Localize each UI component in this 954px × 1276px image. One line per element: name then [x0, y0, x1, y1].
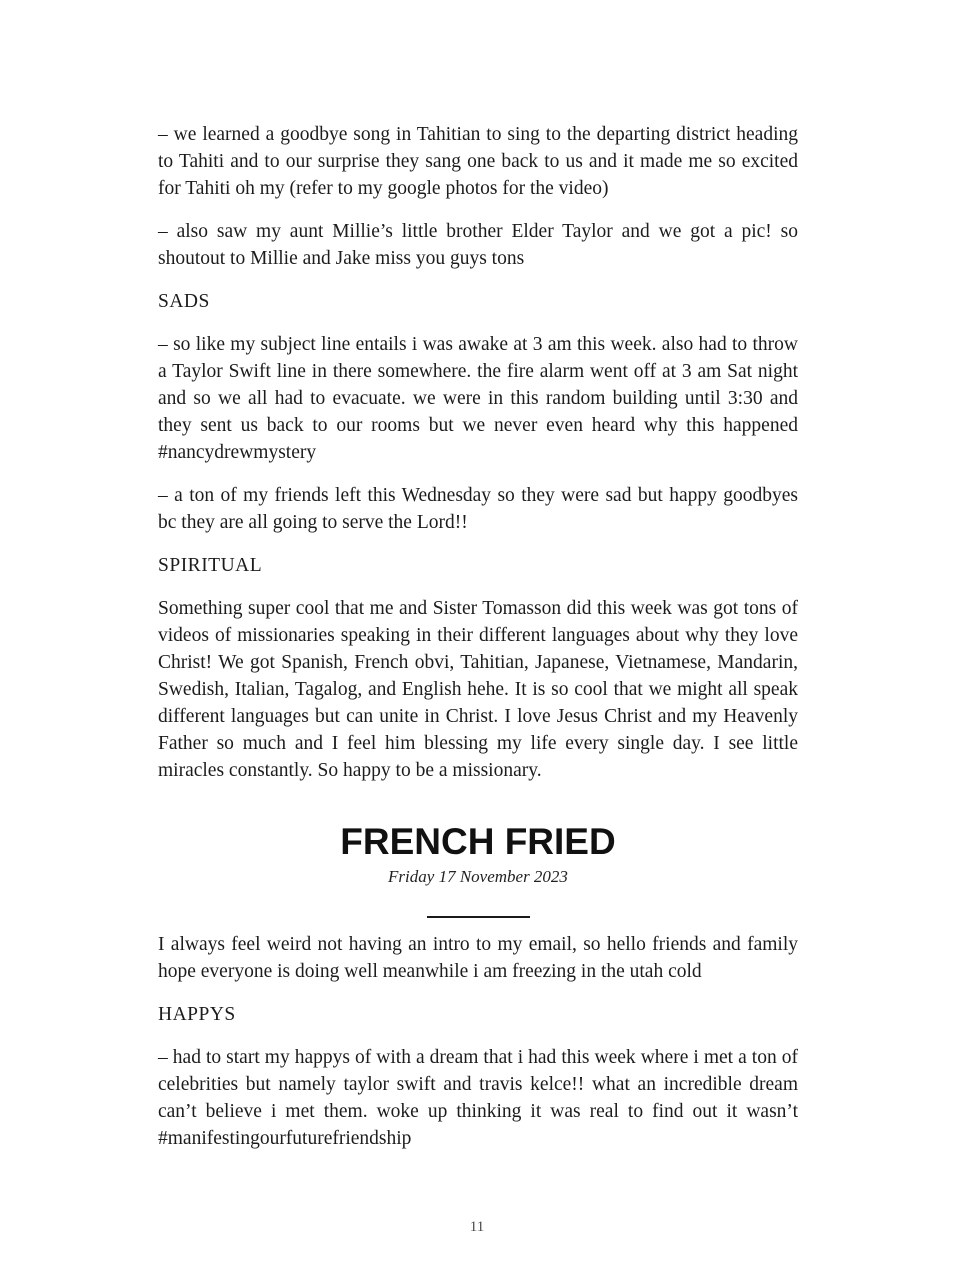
paragraph-dream: – had to start my happys of with a dream that i had this week where i met a ton of celebrities but namely taylor swift and travis kelce!! what an incredible dream can’t believe i met them. woke up thinking it was real to find out it wasn’t #manifestingourfuturefriendship — [158, 1047, 798, 1149]
paragraph-languages: Something super cool that me and Sister Tomasson did this week was got tons of videos of missionaries speaking in their different languages about why they love Christ! We got Spanish, French obvi, Tahitian, Japanese, Vietnamese, Mandarin, Swedish, Italian, Tagalog, and English hehe. It is so cool that we might all speak different languages but can unite in Christ. I love Jesus Christ and my Heavenly Father so much and I feel him blessing my life every single day. I see little miracles constantly. So happy to be a missionary. — [158, 598, 798, 781]
paragraph-elder-taylor: – also saw my aunt Millie’s little brother Elder Taylor and we got a pic! so shoutout to Millie and Jake miss you guys tons — [158, 221, 798, 269]
text-column — [158, 121, 798, 1168]
page-number: 11 — [469, 1219, 485, 1235]
paragraph-fire-alarm: – so like my subject line entails i was awake at 3 am this week. also had to throw a Taylor Swift line in there somewhere. the fire alarm went off at 3 am Sat night and so we all had to evacuate. we were in this random building until 3:30 and they sent us back to our rooms but we never even heard why this happened #nancydrewmystery — [158, 334, 798, 463]
paragraph-goodbye-song: – we learned a goodbye song in Tahitian to sing to the departing district heading to Tahiti and to our surprise they sang one back to us and it made me so excited for Tahiti oh my (refer to my google photos for the video) — [158, 124, 798, 199]
paragraph-friends-left: – a ton of my friends left this Wednesday so they were sad but happy goodbyes bc they are all going to serve the Lord!! — [158, 485, 798, 533]
paragraph-intro: I always feel weird not having an intro to my email, so hello friends and family hope everyone is doing well meanwhile i am freezing in the utah cold — [158, 934, 798, 982]
heading-spiritual: SPIRITUAL — [158, 555, 263, 576]
heading-happys: HAPPYS — [158, 1004, 236, 1025]
newsletter-date: Friday 17 November 2023 — [388, 867, 568, 886]
newsletter-masthead — [158, 820, 798, 888]
newsletter-title: FRENCH FRIED — [340, 821, 616, 862]
heading-sads: SADS — [158, 291, 210, 312]
section-divider — [427, 916, 530, 918]
